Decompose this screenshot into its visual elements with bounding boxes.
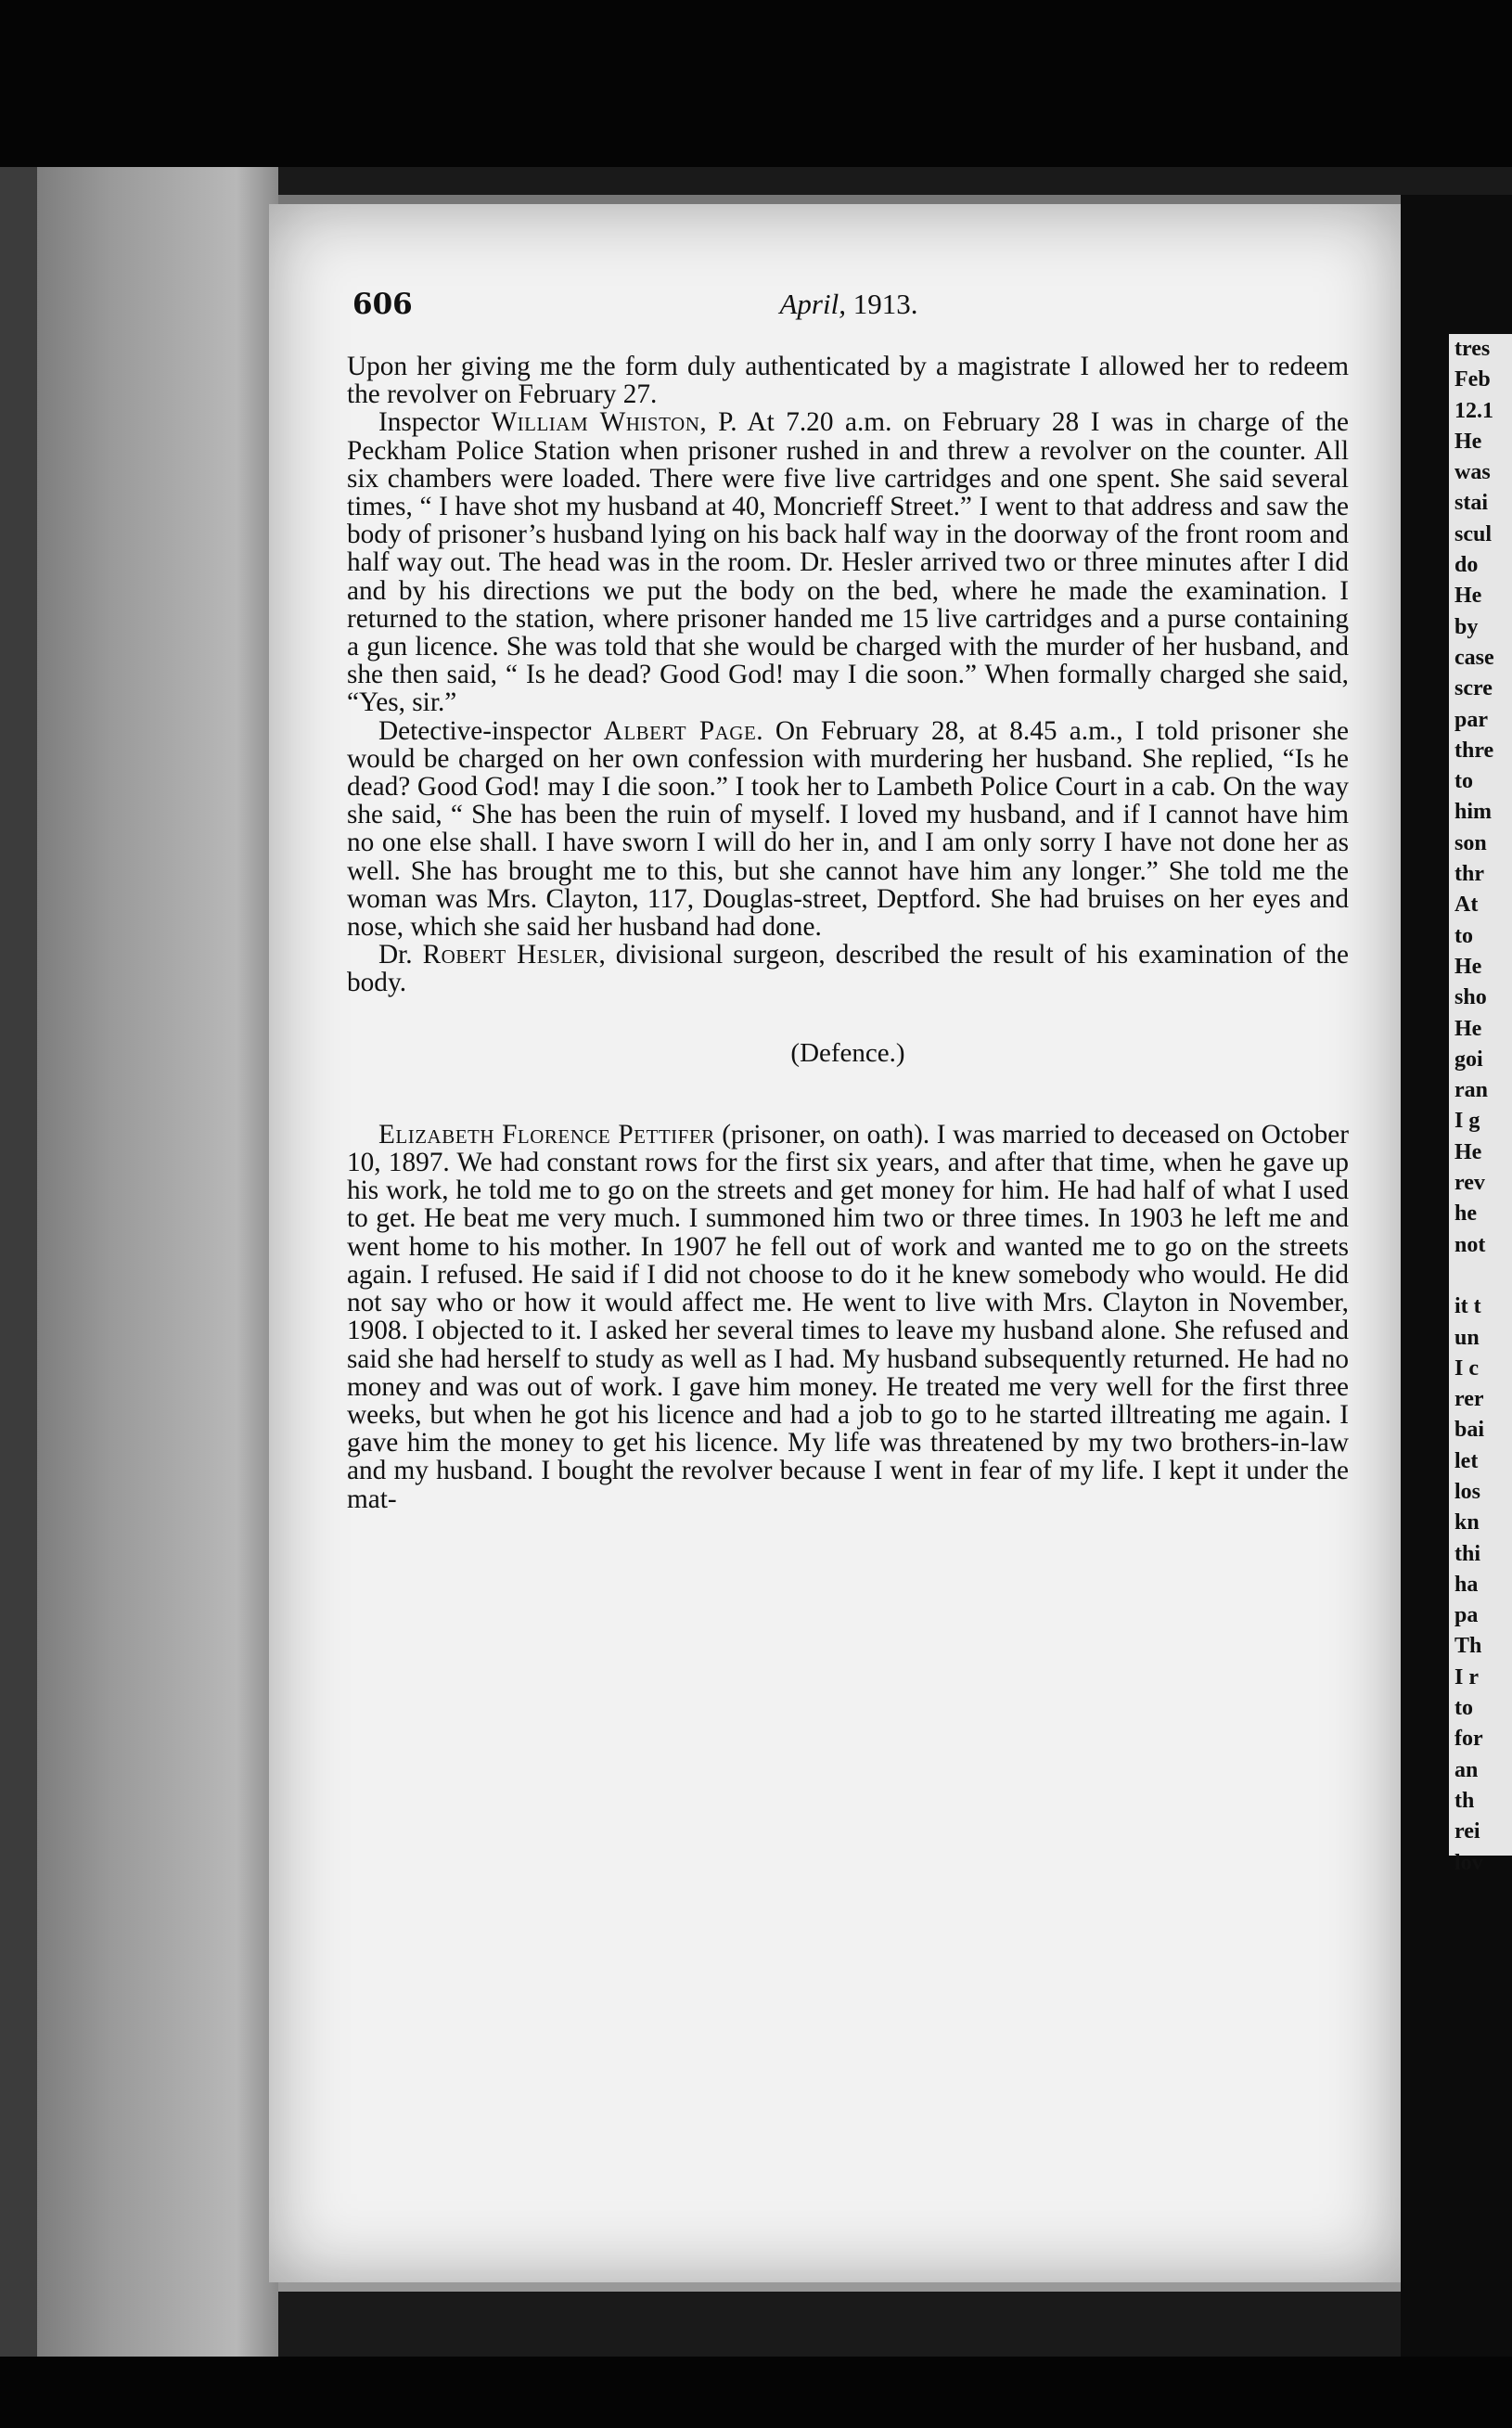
facing-page-line: lov [1454, 1850, 1483, 1875]
facing-page-line: scul [1454, 521, 1493, 546]
scan-top-border [0, 0, 1512, 167]
facing-page-line: bai [1454, 1418, 1485, 1443]
facing-page-line: case [1454, 645, 1494, 670]
witness-title: Detective-inspector [378, 715, 604, 746]
page-number: 606 [352, 288, 413, 321]
facing-page-line: goi [1454, 1047, 1483, 1072]
paragraph-hesler [347, 941, 1349, 996]
facing-page-line: scre [1454, 676, 1493, 701]
facing-page-line: him [1454, 800, 1493, 825]
facing-page-line: he [1454, 1201, 1477, 1227]
facing-page-line: los [1454, 1479, 1481, 1504]
running-head-year: 1913. [852, 288, 918, 320]
facing-page-line: Th [1454, 1634, 1482, 1659]
facing-page-line: thr [1454, 862, 1484, 887]
facing-page-line: At [1454, 893, 1479, 918]
paragraph-prisoner [347, 1121, 1349, 1513]
facing-page-line: for [1454, 1727, 1483, 1752]
witness-name: Albert Page [603, 715, 757, 746]
running-head-month: April, [779, 288, 846, 320]
facing-page-line: stai [1454, 491, 1488, 516]
facing-page-line: kn [1454, 1510, 1480, 1535]
scan-bottom-border [0, 2357, 1512, 2428]
facing-page-line: He [1454, 1016, 1482, 1041]
facing-page-line: ran [1454, 1078, 1488, 1103]
page-header [352, 288, 1345, 325]
witness-name: Elizabeth Florence Pettifer [378, 1119, 715, 1150]
facing-page-line: to [1454, 1696, 1473, 1721]
facing-page-line: un [1454, 1325, 1480, 1350]
facing-page-line: sho [1454, 985, 1487, 1010]
facing-page-line: rev [1454, 1171, 1485, 1196]
witness-testimony: , P. At 7.20 a.m. on February 28 I was in charge of the Peckham Police Station when prisoner rushed in and threw a revolver on the counter. All six chambers were loaded. There were five live cartridges and one spent. She said several times, “ I have shot my husband at 40, Moncrieff Street.” I went to that address and saw the body of prisoner’s husband lying on his back half way in the doorway of the front room and half way out. The head was in the room. Dr. Hesler arrived two or three minutes after I did and by his directions we put the body on the bed, where he made the examination. I returned to the station, where prisoner handed me 15 live cartridges and a purse containing a gun licence. She was told that she would be charged with the murder of her husband, and she then said, “ Is he dead? Good God! may I die soon.” When formally charged she said, “Yes, sir.” [347, 407, 1349, 718]
facing-page-line: was [1454, 460, 1491, 485]
witness-name: Robert Hesler [422, 940, 599, 970]
facing-page-line: thre [1454, 738, 1494, 763]
facing-page-line: to [1454, 923, 1473, 948]
facing-page-line: to [1454, 769, 1473, 794]
facing-page-line: tres [1454, 337, 1491, 361]
facing-page-line [1449, 1261, 1512, 1291]
facing-page-line: He [1454, 954, 1482, 979]
running-head [352, 288, 1345, 321]
facing-page-line: rer [1454, 1387, 1484, 1412]
facing-page-line: by [1454, 614, 1479, 639]
scan-left-border [0, 167, 37, 2357]
facing-page-line: I r [1454, 1664, 1479, 1689]
witness-testimony: . On February 28, at 8.45 a.m., I told prisoner she would be charged on her own confession with murdering her husband. She replied, “Is he dead? Good God! may I die soon.” I took her to Lambeth Police Court in a cab. On the way she said, “ She has been the ruin of myself. I loved my husband, and if I cannot have him no one else shall. I have sworn I will do her in, and I am only sorry I have not done her as well. She has brought me to this, but she cannot have him any longer.” She told me the woman was Mrs. Clayton, 117, Douglas-street, Deptford. She had bruises on her eyes and nose, which she said her husband had done. [347, 715, 1349, 943]
facing-page-line: rei [1454, 1819, 1480, 1844]
facing-page-fragment [1449, 334, 1512, 1875]
paragraph-whiston [347, 408, 1349, 716]
paragraph-page [347, 717, 1349, 942]
facing-page-line: it t [1454, 1294, 1481, 1319]
facing-page-line: an [1454, 1757, 1479, 1782]
facing-page-line: 12.1 [1454, 398, 1493, 423]
witness-title: Dr. [378, 940, 423, 970]
facing-page-line: Feb [1454, 367, 1491, 392]
facing-page-line: He [1454, 584, 1482, 609]
witness-name: William Whiston [491, 407, 700, 438]
paragraph-redeem: Upon her giving me the form duly authenticated by a magistrate I allowed her to redeem the revolver on February 27. [347, 352, 1349, 410]
facing-page-line: ha [1454, 1572, 1479, 1597]
facing-page-line: thi [1454, 1541, 1481, 1566]
facing-page-line: I g [1454, 1109, 1480, 1134]
facing-page-line: par [1454, 707, 1488, 732]
facing-page-line: not [1454, 1232, 1486, 1257]
witness-testimony: , divisional surgeon, described the result of his examination of the body. [347, 940, 1350, 998]
document-page [269, 204, 1401, 2282]
facing-page-line: He [1454, 429, 1482, 454]
witness-testimony: (prisoner, on oath). I was married to deceased on October 10, 1897. We had constant rows for the first six years, and after that time, when he gave up his work, he told me to go on the streets and get money for him. He had half of what I used to get. He beat me very much. I summoned him two or three times. In 1903 he left me and went home to his mother. In 1907 he fell out of work and wanted me to go on the streets again. I refused. He said if I did not choose to do it he knew somebody who would. He did not say who or how it would affect me. He went to live with Mrs. Clayton in November, 1908. I objected to it. I asked her several times to leave my husband alone. She refused and said she had herself to study as well as I had. My husband subsequently returned. He had no money and was out of work. I gave him money. He treated me very well for the first three weeks, but when he got his licence and had a job to go to he started illtreating me again. I gave him the money to get his licence. My life was threatened by my two brothers-in-law and my husband. I bought the revolver because I went in fear of my life. I kept it under the mat- [347, 1119, 1349, 1514]
facing-page-line: son [1454, 830, 1487, 855]
facing-page-line: th [1454, 1788, 1475, 1813]
facing-page-line: let [1454, 1448, 1479, 1473]
facing-page-line: He [1454, 1139, 1482, 1164]
body-text [347, 353, 1349, 1513]
facing-page-line: do [1454, 553, 1479, 578]
facing-page-line: I c [1454, 1355, 1479, 1381]
facing-page-line: pa [1454, 1603, 1479, 1628]
section-heading-defence: (Defence.) [790, 1037, 905, 1068]
witness-title: Inspector [378, 407, 492, 438]
previous-page-edge [0, 167, 278, 2357]
